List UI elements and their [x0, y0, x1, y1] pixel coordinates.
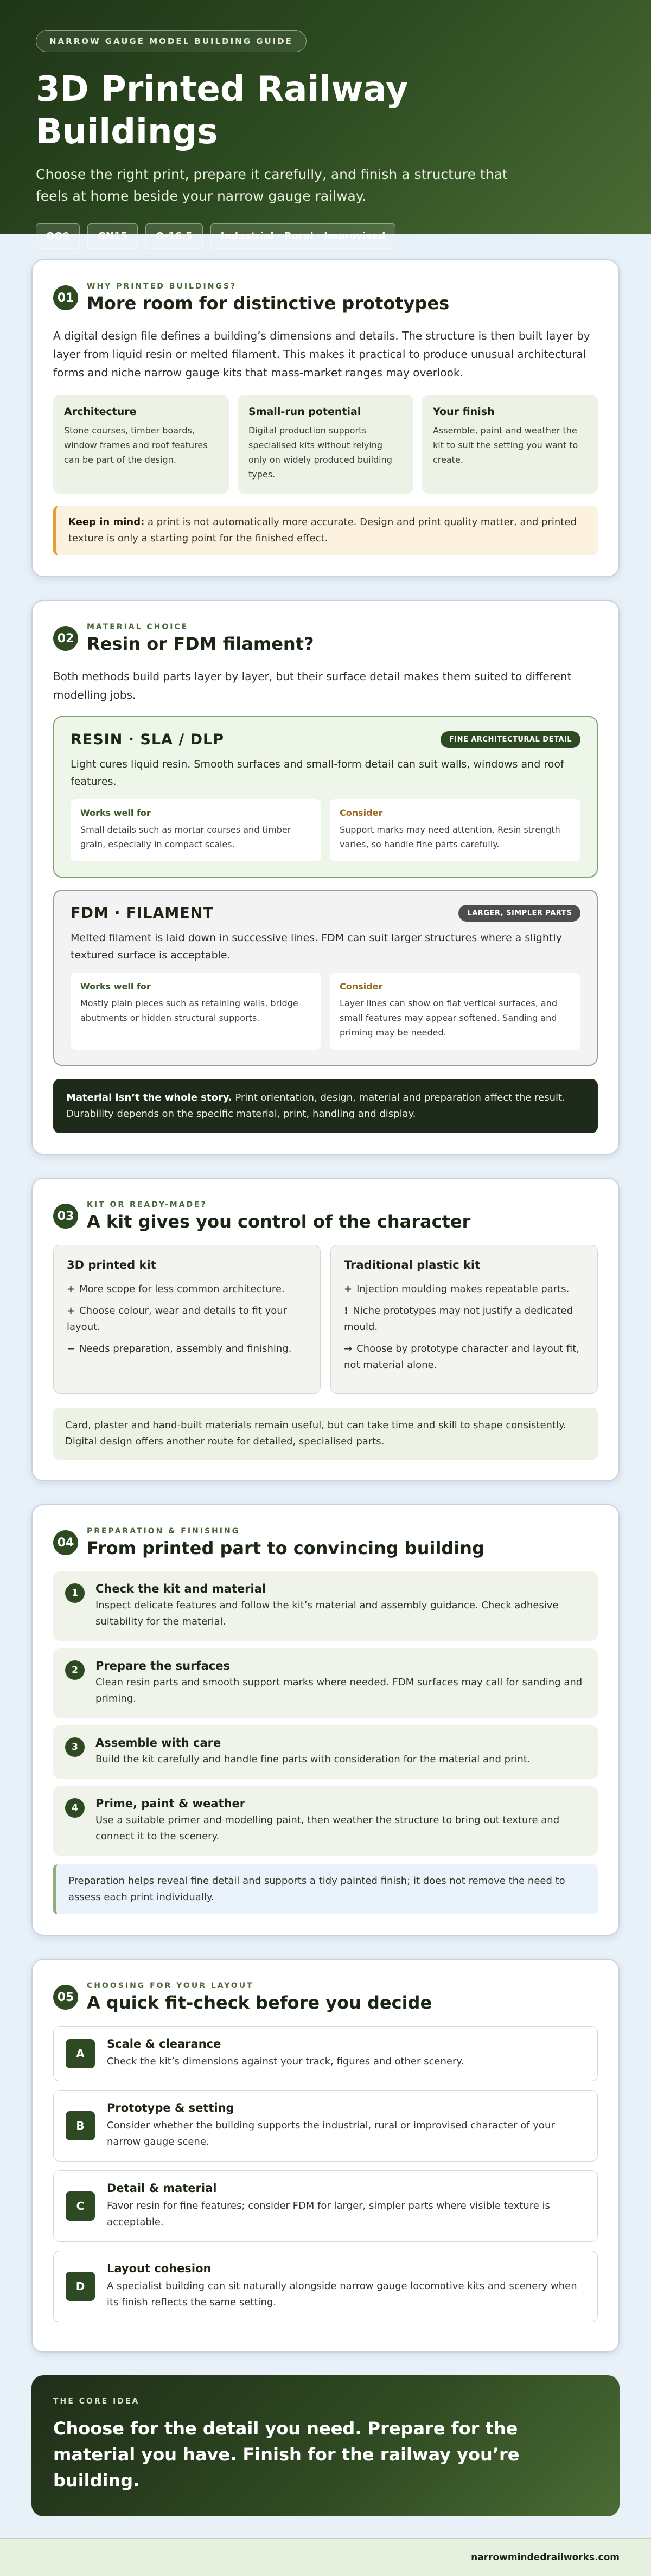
step-text: Inspect delicate features and follow the kit’s material and assembly guidance. Check adhesive suitability for the material.	[95, 1600, 559, 1627]
kit-row-text: Choose colour, wear and details to fit your layout.	[67, 1305, 288, 1333]
check-item	[53, 2026, 598, 2081]
step-title: Prime, paint & weather	[95, 1797, 246, 1810]
kit-row-symbol: +	[67, 1305, 75, 1316]
kit-box-title: 3D printed kit	[67, 1258, 156, 1271]
step-text: Clean resin parts and smooth support marks where needed. FDM surfaces may call for sanding and priming.	[95, 1677, 583, 1704]
section-title: More room for distinctive prototypes	[87, 293, 450, 314]
feature-card-small-run	[238, 395, 413, 494]
kit-row-text: Injection moulding makes repeatable parts.	[356, 1283, 570, 1295]
kit-box-title: Traditional plastic kit	[344, 1258, 481, 1271]
note-text: Print orientation, design, material and preparation affect the result. Durability depends on the specific material, print, handling and display.	[66, 1092, 565, 1120]
section-title: From printed part to convincing building	[87, 1538, 484, 1558]
page-subtitle: Choose the right print, prepare it carefully, and finish a structure that feels at home beside your narrow gauge railway.	[36, 167, 508, 204]
kit-comparison	[53, 1245, 598, 1394]
section-header	[53, 1981, 598, 2013]
tag-settings: Industrial · Rural · Improvised	[210, 223, 396, 249]
works-well-text: Mostly plain pieces such as retaining walls, bridge abutments or hidden structural supports.	[80, 998, 298, 1023]
section-preparation	[31, 1504, 620, 1936]
check-item	[53, 2170, 598, 2242]
core-idea-banner	[31, 2375, 620, 2516]
tag-o16-5: O-16.5	[145, 223, 203, 249]
note-label: Material isn’t the whole story.	[66, 1092, 232, 1103]
kit-row	[67, 1341, 307, 1357]
preparation-note: Preparation helps reveal fine detail and supports a tidy painted finish; it does not remove the need to assess each print individually.	[53, 1864, 598, 1914]
material-note	[53, 1079, 598, 1133]
feature-card-text: Digital production supports specialised kits without relying only on widely produced building types.	[248, 425, 392, 480]
tag-oo9: OO9	[36, 223, 80, 249]
section-header	[53, 623, 598, 654]
section-fit-check	[31, 1959, 620, 2353]
resin-description: Light cures liquid resin. Smooth surfaces and small-form detail can suit walls, windows and roof features.	[71, 758, 564, 788]
feature-card-finish	[422, 395, 598, 494]
core-statement: Choose for the detail you need. Prepare for the material you have. Finish for the railway you’re building.	[53, 2418, 520, 2491]
check-text: Consider whether the building supports the industrial, rural or improvised character of your narrow gauge scene.	[107, 2120, 555, 2147]
feature-cards	[53, 395, 598, 494]
feature-card-title: Your finish	[433, 406, 495, 418]
resin-title: RESIN · SLA / DLP	[71, 731, 224, 748]
fdm-title: FDM · FILAMENT	[71, 905, 214, 922]
kit-row-text: More scope for less common architecture.	[79, 1283, 285, 1295]
kit-row-text: Niche prototypes may not justify a dedicated mould.	[344, 1305, 573, 1333]
step-item	[53, 1786, 598, 1856]
step-item	[53, 1571, 598, 1641]
check-letter: C	[66, 2191, 95, 2221]
materials-note: Card, plaster and hand-built materials remain useful, but can take time and skill to shape consistently. Digital design offers another route for detailed, specialised parts.	[53, 1408, 598, 1460]
check-text: Favor resin for fine features; consider FDM for larger, simpler parts where visible texture is acceptable.	[107, 2200, 550, 2228]
tag-gn15: GN15	[87, 223, 138, 249]
kit-row	[344, 1341, 584, 1373]
check-letter: D	[66, 2272, 95, 2301]
fdm-description: Melted filament is laid down in successive lines. FDM can suit larger structures where a slightly textured surface is acceptable.	[71, 932, 562, 961]
resin-consider	[330, 799, 580, 861]
fdm-consider	[330, 973, 580, 1050]
feature-card-title: Architecture	[64, 406, 137, 418]
site-link[interactable]: narrowmindedrailworks.com	[471, 2552, 620, 2563]
section-title: A kit gives you control of the character	[87, 1211, 471, 1232]
section-why-printed	[31, 259, 620, 577]
guide-eyebrow: NARROW GAUGE MODEL BUILDING GUIDE	[36, 30, 307, 52]
consider-text: Layer lines can show on flat vertical surfaces, and small features may appear softened. Sanding and priming may be needed.	[340, 998, 557, 1038]
feature-card-text: Stone courses, timber boards, window frames and roof features can be part of the design.	[64, 425, 208, 465]
page-title: 3D Printed Railway Buildings	[36, 69, 409, 152]
consider-label: Consider	[340, 808, 383, 818]
feature-card-architecture	[53, 395, 229, 494]
consider-text: Support marks may need attention. Resin strength varies, so handle fine parts carefully.	[340, 824, 560, 849]
section-kicker: WHY PRINTED BUILDINGS?	[87, 282, 237, 291]
kit-row-symbol: →	[344, 1343, 353, 1354]
step-title: Prepare the surfaces	[95, 1659, 230, 1672]
step-number: 4	[65, 1798, 85, 1818]
check-letter: A	[66, 2039, 95, 2068]
fdm-badge: LARGER, SIMPLER PARTS	[458, 905, 580, 922]
kit-row	[67, 1281, 307, 1297]
section-header	[53, 282, 598, 314]
step-title: Assemble with care	[95, 1736, 221, 1749]
check-item	[53, 2251, 598, 2322]
section-body: A digital design file defines a building’s dimensions and details. The structure is then built layer by layer from liquid resin or melted filament. This makes it practical to produce unusual architectural forms and niche narrow gauge kits that mass-market ranges may overlook.	[53, 329, 590, 379]
feature-card-text: Assemble, paint and weather the kit to suit the setting you want to create.	[433, 425, 578, 465]
section-header	[53, 1527, 598, 1558]
kit-row-symbol: −	[67, 1343, 75, 1354]
kit-row-symbol: !	[344, 1305, 349, 1316]
step-text: Use a suitable primer and modelling paint, then weather the structure to bring out texture and connect it to the scenery.	[95, 1814, 560, 1842]
plastic-kit-box	[330, 1245, 598, 1394]
resin-panel	[53, 716, 598, 878]
works-well-label: Works well for	[80, 808, 151, 818]
footer	[0, 2538, 651, 2576]
section-number: 04	[53, 1530, 78, 1555]
section-number: 05	[53, 1985, 78, 2010]
note-label: Keep in mind:	[68, 516, 145, 528]
note-text: a print is not automatically more accurate. Design and print quality matter, and printed texture is only a starting point for the finished effect.	[68, 516, 577, 544]
section-number: 03	[53, 1204, 78, 1229]
check-title: Layout cohesion	[107, 2262, 212, 2275]
step-number: 3	[65, 1737, 85, 1757]
feature-card-title: Small-run potential	[248, 406, 361, 418]
check-text: A specialist building can sit naturally alongside narrow gauge locomotive kits and scenery when its finish reflects the same setting.	[107, 2280, 577, 2308]
step-item	[53, 1648, 598, 1718]
section-kicker: KIT OR READY-MADE?	[87, 1200, 207, 1209]
section-kit-or-ready-made	[31, 1178, 620, 1481]
section-number: 01	[53, 285, 78, 310]
kit-row-text: Needs preparation, assembly and finishing.	[79, 1343, 292, 1354]
check-title: Scale & clearance	[107, 2037, 221, 2050]
kit-row-text: Choose by prototype character and layout fit, not material alone.	[344, 1343, 580, 1371]
resin-badge: FINE ARCHITECTURAL DETAIL	[441, 731, 580, 748]
core-kicker: THE CORE IDEA	[53, 2397, 140, 2406]
section-material-choice	[31, 600, 620, 1155]
printed-kit-box	[53, 1245, 321, 1394]
check-title: Prototype & setting	[107, 2101, 234, 2114]
works-well-text: Small details such as mortar courses and timber grain, especially in compact scales.	[80, 824, 291, 849]
check-text: Check the kit’s dimensions against your track, figures and other scenery.	[107, 2056, 464, 2067]
section-title: A quick fit-check before you decide	[87, 1992, 432, 2013]
section-header	[53, 1200, 598, 1232]
step-number: 2	[65, 1660, 85, 1680]
section-kicker: PREPARATION & FINISHING	[87, 1527, 240, 1536]
step-number: 1	[65, 1583, 85, 1603]
check-letter: B	[66, 2111, 95, 2140]
resin-works-well	[71, 799, 321, 861]
section-title: Resin or FDM filament?	[87, 634, 314, 654]
check-item	[53, 2090, 598, 2162]
check-title: Detail & material	[107, 2182, 217, 2195]
section-kicker: MATERIAL CHOICE	[87, 623, 189, 631]
hero	[0, 0, 651, 242]
step-item	[53, 1725, 598, 1779]
main-content	[0, 234, 651, 2516]
consider-label: Consider	[340, 981, 383, 992]
kit-row-symbol: +	[344, 1283, 353, 1295]
kit-row	[67, 1303, 307, 1335]
works-well-label: Works well for	[80, 981, 151, 992]
kit-row	[344, 1303, 584, 1335]
step-title: Check the kit and material	[95, 1582, 266, 1595]
fdm-works-well	[71, 973, 321, 1050]
fdm-panel	[53, 890, 598, 1066]
section-kicker: CHOOSING FOR YOUR LAYOUT	[87, 1981, 254, 1990]
section-body: Both methods build parts layer by layer, but their surface detail makes them suited to different modelling jobs.	[53, 670, 572, 701]
kit-row-symbol: +	[67, 1283, 75, 1295]
section-number: 02	[53, 626, 78, 651]
keep-in-mind-note	[53, 506, 598, 555]
kit-row	[344, 1281, 584, 1297]
step-text: Build the kit carefully and handle fine parts with consideration for the material and print.	[95, 1754, 531, 1765]
